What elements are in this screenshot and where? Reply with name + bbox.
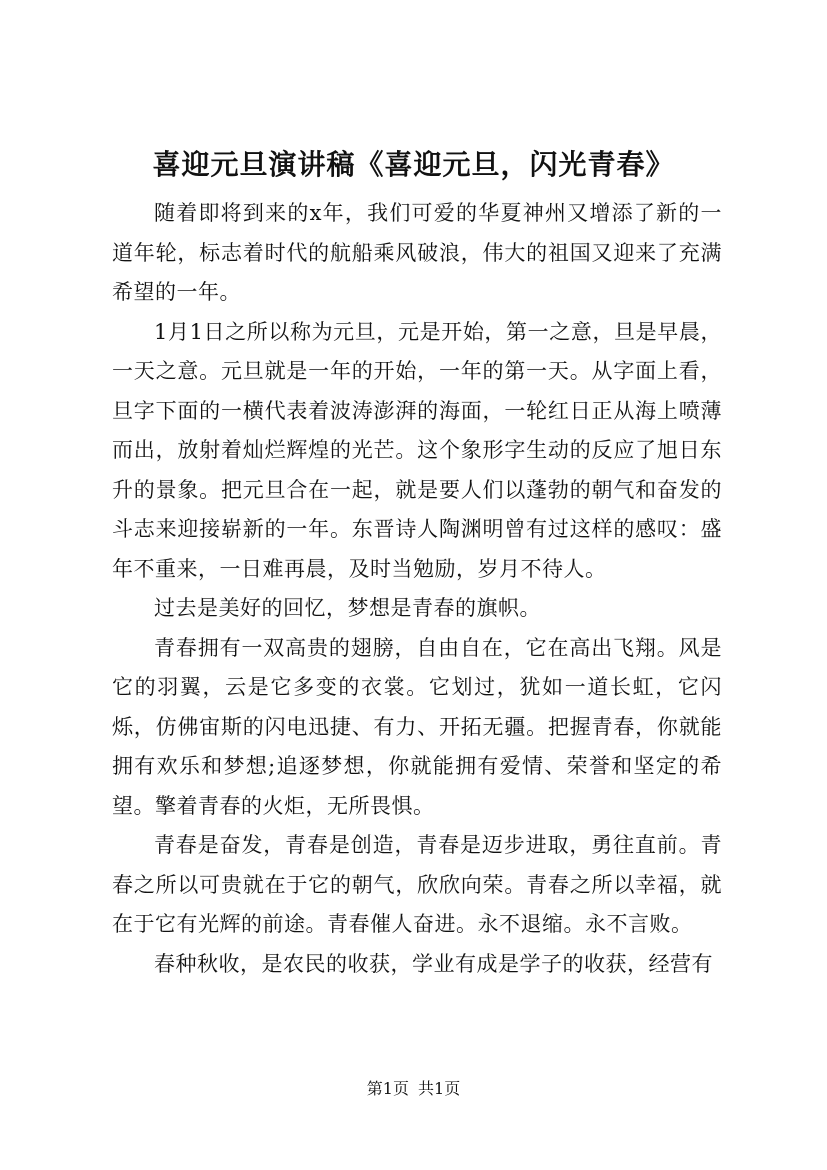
paragraph-1: 随着即将到来的x年，我们可爱的华夏神州又增添了新的一道年轮，标志着时代的航船乘风破浪，伟大的祖国又迎来了充满希望的一年。 [112, 201, 722, 304]
document-body [112, 194, 722, 984]
page-total: 共1页 [418, 1079, 461, 1098]
paragraph-3: 过去是美好的回忆，梦想是青春的旗帜。 [154, 596, 541, 620]
paragraph-2: 1月1日之所以称为元旦，元是开始，第一之意，旦是早晨，一天之意。元旦就是一年的开始，一年的第一天。从字面上看，旦字下面的一横代表着波涛澎湃的海面，一轮红日正从海上喷薄而出，放射着灿烂辉煌的光芒。这个象形字生动的反应了旭日东升的景象。把元旦合在一起，就是要人们以蓬勃的朝气和奋发的斗志来迎接崭新的一年。东晋诗人陶渊明曾有过这样的感叹：盛年不重来，一日难再晨，及时当勉励，岁月不待人。 [112, 319, 722, 581]
paragraph-5: 青春是奋发，青春是创造，青春是迈步进取，勇往直前。青春之所以可贵就在于它的朝气，欣欣向荣。青春之所以幸福，就在于它有光辉的前途。青春催人奋进。永不退缩。永不言败。 [112, 833, 722, 936]
page-number: 第1页 [366, 1079, 409, 1098]
document-title: 喜迎元旦演讲稿《喜迎元旦，闪光青春》 [152, 148, 675, 181]
page-footer [0, 1078, 827, 1100]
paragraph-6: 春种秋收，是农民的收获，学业有成是学子的收获，经营有 [154, 951, 713, 976]
paragraph-4: 青春拥有一双高贵的翅膀，自由自在，它在高出飞翔。风是它的羽翼，云是它多变的衣裳。它划过，犹如一道长虹，它闪烁，仿佛宙斯的闪电迅捷、有力、开拓无疆。把握青春，你就能拥有欢乐和梦想;追逐梦想，你就能拥有爱情、荣誉和坚定的希望。擎着青春的火炬，无所畏惧。 [112, 635, 722, 818]
